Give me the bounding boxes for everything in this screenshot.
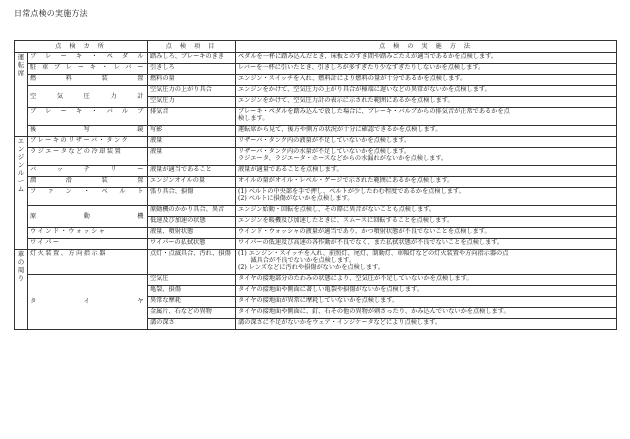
inspection-location: ブレーキ・ペダル bbox=[28, 52, 148, 63]
table-row bbox=[15, 136, 617, 147]
inspection-method-line: エンジンをかけて、空気圧力計の表示に示された範囲にあるかを点検します。 bbox=[238, 96, 454, 104]
inspection-method-line: タイヤの接地部分のたわみの状態により、空気圧が不足していないかを点検します。 bbox=[238, 274, 473, 282]
inspection-method-line: 運転席から見て、後方や側方の状況が十分に確認できるかを点検します。 bbox=[238, 125, 442, 133]
inspection-item: 空気圧 bbox=[148, 274, 236, 285]
inspection-method bbox=[236, 107, 617, 125]
inspection-method-line: (1) ベルトの中央部を手で押し、ベルトが少したわむ程度であるかを点検します。 bbox=[238, 187, 465, 195]
inspection-method bbox=[236, 296, 617, 307]
inspection-method bbox=[236, 85, 617, 96]
inspection-location: 燃料装置 bbox=[28, 74, 148, 85]
header-location: 点 検 カ 所 bbox=[15, 41, 148, 53]
inspection-method bbox=[236, 318, 617, 329]
inspection-method-line: ブレーキ・ペダルを踏み込んで放した場合に、ブレーキ・バルブからの排気音が正常であるかを点 bbox=[238, 107, 510, 115]
inspection-method bbox=[236, 165, 617, 176]
group-label-driver-seat bbox=[15, 52, 28, 136]
inspection-method-line: タイヤの接地面や側面に著しい亀裂や損傷がないかを点検します。 bbox=[238, 285, 424, 293]
group-label-text: 運転席 bbox=[17, 52, 25, 77]
inspection-method bbox=[236, 136, 617, 147]
inspection-method-line: リザーバ・タンク内の液量が不足していないかを点検します。 bbox=[238, 136, 411, 144]
inspection-item: 液量、噴射状態 bbox=[148, 227, 236, 238]
table-row bbox=[15, 147, 617, 165]
inspection-item: 亀裂、損傷 bbox=[148, 285, 236, 296]
inspection-item: 空気圧力 bbox=[148, 96, 236, 107]
inspection-location: 後写鏡 bbox=[28, 125, 148, 136]
inspection-item: 原動機のかかり具合、異音 bbox=[148, 205, 236, 216]
inspection-table bbox=[14, 40, 617, 330]
inspection-method bbox=[236, 176, 617, 187]
table-row bbox=[15, 227, 617, 238]
inspection-item: ワイパーの払拭状態 bbox=[148, 238, 236, 249]
inspection-method bbox=[236, 274, 617, 285]
inspection-method-line: ペダルを一杯に踏み込んだとき、床板とのすき間や踏みごたえが適当であるかを点検します。 bbox=[238, 52, 498, 60]
inspection-method bbox=[236, 63, 617, 74]
inspection-item: 液量 bbox=[148, 147, 236, 165]
table-row bbox=[15, 63, 617, 74]
inspection-method-line: (2) レンズなどに汚れや損傷がないかを点検します。 bbox=[238, 263, 385, 271]
inspection-item: 異常な摩耗 bbox=[148, 296, 236, 307]
inspection-method-line: 溝の深さに不足がないかをウェア・インジケータなどにより点検します。 bbox=[238, 318, 442, 326]
inspection-item: 踏みしろ、ブレーキのきき bbox=[148, 52, 236, 63]
table-row bbox=[15, 176, 617, 187]
inspection-item: 張り具合、損傷 bbox=[148, 187, 236, 205]
header-row bbox=[15, 41, 617, 53]
group-label-engine-room bbox=[15, 136, 28, 249]
inspection-method-line: リザーバ・タンク内の水量が不足していないかを点検します。 bbox=[238, 147, 411, 155]
group-label-text: エンジンルーム bbox=[17, 136, 25, 193]
inspection-location: バッテリー bbox=[28, 165, 148, 176]
inspection-method-line: (2) ベルトに損傷がないかを点検します。 bbox=[238, 194, 354, 202]
page-title: 日常点検の実施方法 bbox=[14, 9, 88, 18]
group-label-around-car bbox=[15, 249, 28, 329]
inspection-location: ブレーキ・バルブ bbox=[28, 107, 148, 125]
inspection-method-line: 液量が適量であることを点検します。 bbox=[238, 165, 343, 173]
inspection-method bbox=[236, 52, 617, 63]
inspection-method-line: タイヤの接地面が異常に摩耗していないかを点検します。 bbox=[238, 296, 399, 304]
inspection-method-line: レバーを一杯に引いたとき、引きしろが多すぎたり少なすぎたりしないかを点検します。 bbox=[238, 63, 485, 71]
inspection-method-line: タイヤの接地面や側面に、釘、石その他の異物が刺さったり、かみ込んでいないかを点検します。 bbox=[238, 307, 510, 315]
inspection-table-body bbox=[15, 52, 617, 329]
table-row bbox=[15, 274, 617, 285]
table-row bbox=[15, 107, 617, 125]
inspection-item: 引きしろ bbox=[148, 63, 236, 74]
inspection-method bbox=[236, 285, 617, 296]
inspection-method-line: (1) エンジン・スイッチを入れ、前照灯、尾灯、制動灯、車幅灯などの灯火装置や方向指示器の点 bbox=[238, 249, 509, 257]
inspection-item: 金属片、石などの異物 bbox=[148, 307, 236, 318]
inspection-method bbox=[236, 216, 617, 227]
inspection-location: タイヤ bbox=[28, 274, 148, 329]
inspection-method bbox=[236, 227, 617, 238]
group-label-text: 車の周り bbox=[17, 249, 25, 282]
inspection-method bbox=[236, 249, 617, 274]
inspection-method-line: 滅具合が不良でないかを点検します。 bbox=[238, 256, 356, 264]
inspection-item: 空気圧力の上がり具合 bbox=[148, 85, 236, 96]
inspection-method bbox=[236, 307, 617, 318]
header-method: 点 検 の 実 施 方 法 bbox=[236, 41, 617, 53]
inspection-location: ラジエータなどの冷却装置 bbox=[28, 147, 148, 165]
inspection-method bbox=[236, 74, 617, 85]
inspection-item: 写影 bbox=[148, 125, 236, 136]
inspection-item: 溝の深さ bbox=[148, 318, 236, 329]
table-row bbox=[15, 85, 617, 96]
inspection-item: 燃料の量 bbox=[148, 74, 236, 85]
inspection-method-line: エンジン・スイッチを入れ、燃料計により燃料の量が十分であるかを点検します。 bbox=[238, 74, 467, 82]
table-row bbox=[15, 74, 617, 85]
inspection-method-line: ワイパーの低速及び高速の各作動が不良でなく、また払拭状態が不良でないことを点検します。 bbox=[238, 238, 504, 246]
inspection-method-line: エンジンを暖機及び加速したときに、スムースに回転することを点検します。 bbox=[238, 216, 454, 224]
inspection-item: 液量が適当であること bbox=[148, 165, 236, 176]
inspection-item: 低速及び加速の状態 bbox=[148, 216, 236, 227]
inspection-method-line: エンジン始動・回転を点検し、その際に異音がないことも点検します。 bbox=[238, 205, 436, 213]
inspection-method-line: エンジンをかけて、空気圧力の上がり具合が極端に遅いなどの異常がないかを点検します。 bbox=[238, 85, 491, 93]
table-row bbox=[15, 205, 617, 216]
inspection-method bbox=[236, 187, 617, 205]
inspection-item: 排気音 bbox=[148, 107, 236, 125]
inspection-method-line: オイルの量がオイル・レベル・ゲージで示された範囲にあるかを点検します。 bbox=[238, 176, 454, 184]
inspection-method-line: ラジエータ、ラジエータ・ホースなどからの水漏れがないかを点検します。 bbox=[238, 154, 448, 162]
inspection-location: 灯火装置、方向指示器 bbox=[28, 249, 148, 274]
inspection-method bbox=[236, 96, 617, 107]
inspection-method-line: ウインド・ウォッシャの液量が適当であり、かつ噴射状態が不良でないことを点検します。 bbox=[238, 227, 491, 235]
inspection-location: 空気圧力計 bbox=[28, 85, 148, 107]
inspection-location: ブレーキのリザーバ・タンク bbox=[28, 136, 148, 147]
inspection-location: ファン・ベルト bbox=[28, 187, 148, 205]
inspection-method-line: 検します。 bbox=[238, 114, 269, 122]
table-row bbox=[15, 238, 617, 249]
inspection-location: ウインド・ウォッシャ bbox=[28, 227, 148, 238]
inspection-item: 点灯・点滅具合、汚れ、損傷 bbox=[148, 249, 236, 274]
inspection-method bbox=[236, 147, 617, 165]
inspection-method bbox=[236, 205, 617, 216]
inspection-location: ワイパー bbox=[28, 238, 148, 249]
header-item: 点 検 項 目 bbox=[148, 41, 236, 53]
inspection-item: 液量 bbox=[148, 136, 236, 147]
inspection-location: 潤滑装置 bbox=[28, 176, 148, 187]
inspection-method bbox=[236, 125, 617, 136]
table-row bbox=[15, 249, 617, 274]
inspection-location: 駐車ブレーキ・レバー bbox=[28, 63, 148, 74]
table-row bbox=[15, 125, 617, 136]
table-row bbox=[15, 165, 617, 176]
inspection-item: エンジンオイルの量 bbox=[148, 176, 236, 187]
inspection-location: 原動機 bbox=[28, 205, 148, 227]
table-row bbox=[15, 52, 617, 63]
table-row bbox=[15, 187, 617, 205]
inspection-method bbox=[236, 238, 617, 249]
